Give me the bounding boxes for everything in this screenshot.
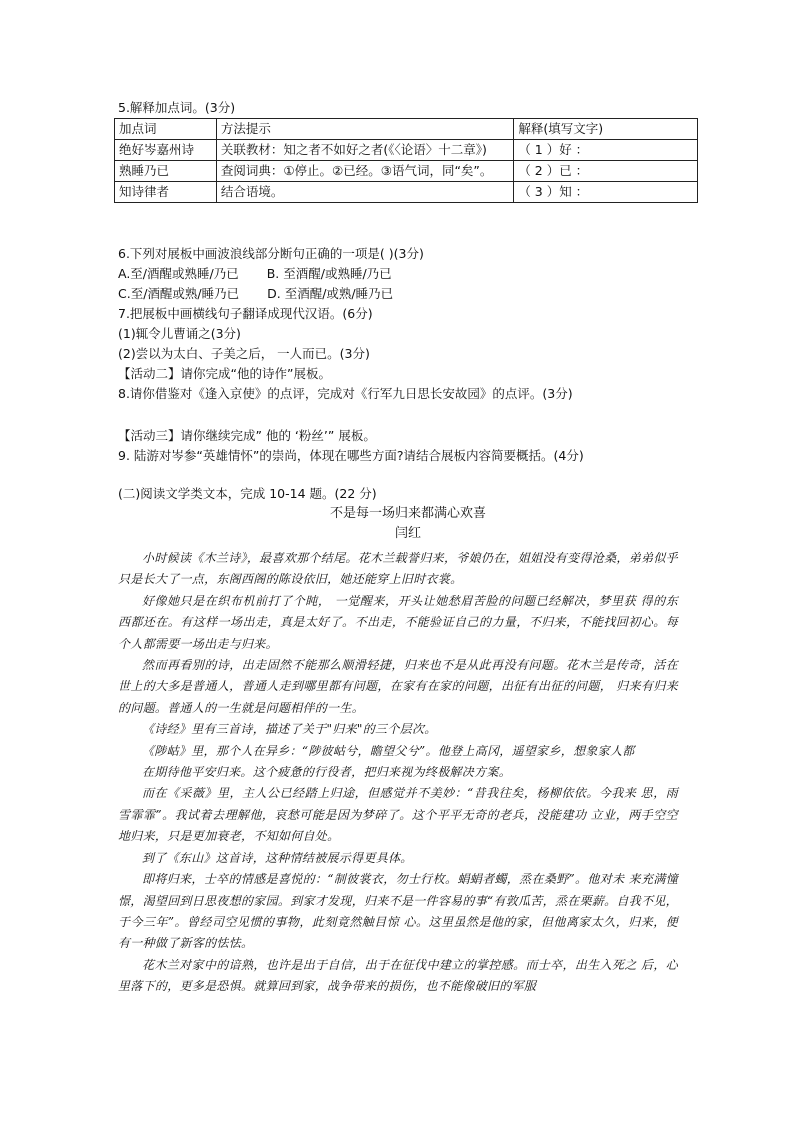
q6-options-ab <box>118 264 698 284</box>
story-body <box>118 548 678 998</box>
table-header: 方法提示 <box>216 119 513 140</box>
q7-sentence-2: (2)尝以为太白、子美之后， 一人而已。(3分) <box>118 346 370 361</box>
table-cell-word: 绝好岑嘉州诗 <box>115 140 217 161</box>
table-header: 解释(填写文字) <box>514 119 698 140</box>
q6-option-c: C.至/酒醒或熟/睡乃已 <box>118 286 240 301</box>
table-cell-word: 知诗律者 <box>115 182 217 203</box>
story-paragraph: 好像她只是在织布机前打了个盹， 一觉醒来，开头让她愁眉苦脸的问题已经解决，梦里获 得的东西都还在。有这样一场出走，真是太好了。不出走，不能验证自己的力量，不归来，不能找回初心。每个人都需要一场出走与归来。 <box>118 593 678 651</box>
table-cell-hint: 关联教材：知之者不如好之者(《〈论语〉十二章》) <box>216 140 513 161</box>
story-paragraph: 《陟岵》里，那个人在异乡：“陟彼岵兮，瞻望父兮”。他登上高冈，遥望家乡，想象家人都 <box>142 743 635 758</box>
story-title: 不是每一场归来都满心欢喜 <box>329 506 486 521</box>
q7-sentence-1: (1)辄令儿曹诵之(3分) <box>118 326 241 341</box>
table-header: 加点词 <box>115 119 217 140</box>
table-header-row <box>115 119 698 140</box>
q9-text: 9. 陆游对岑参“英雄情怀”的崇尚，体现在哪些方面?请结合展板内容简要概括。(4分) <box>118 448 584 463</box>
story-paragraph: 到了《东山》这首诗，这种情结被展示得更具体。 <box>142 850 413 865</box>
story-paragraph: 然而再看别的诗，出走固然不能那么顺滑轻捷，归来也不是从此再没有问题。花木兰是传奇，活在世上的大多是普通人，普通人走到哪里都有问题，在家有在家的问题，出征有出征的问题， 归来有归来的问题。普通人的一生就是问题相伴的一生。 <box>118 658 678 715</box>
story-author: 闫红 <box>394 526 421 541</box>
q6-title: 6.下列对展板中画波浪线部分断句正确的一项是( )(3分) <box>118 246 424 261</box>
explanation-table <box>114 118 698 203</box>
q6-option-d: D. 至酒醒/或熟/睡乃已 <box>267 286 394 301</box>
table-row <box>115 161 698 182</box>
questions-block <box>118 244 698 544</box>
table-cell-hint: 结合语境。 <box>216 182 513 203</box>
table-cell-answer: （ 2 ）已 ： <box>514 161 698 182</box>
q6-options-cd <box>118 284 698 304</box>
table-cell-word: 熟睡乃已 <box>115 161 217 182</box>
activity-3: 【活动三】请你继续完成” 他的 ‘粉丝’” 展板。 <box>118 428 376 443</box>
section-2-heading: (二)阅读文学类文本，完成 10-14 题。(22 分) <box>118 486 377 501</box>
q5-title: 5.解释加点词。(3分) <box>118 100 236 115</box>
q8-text: 8.请你借鉴对《逢入京使》的点评，完成对《行军九日思长安故园》的点评。(3分) <box>118 386 573 401</box>
story-paragraph: 小时候读《木兰诗》，最喜欢那个结尾。花木兰载誉归来，爷娘仍在，姐姐没有变得沧桑，弟弟似乎只是长大了一点，东阁西阁的陈设依旧，她还能穿上旧时衣裳。 <box>118 551 678 587</box>
table-cell-answer: （ 1 ）好 ： <box>514 140 698 161</box>
story-paragraph: 《诗经》里有三首诗，描述了关于"归来"的三个层次。 <box>142 722 437 737</box>
story-paragraph: 在期待他平安归来。这个疲惫的行役者，把归来视为终极解决方案。 <box>142 765 512 780</box>
table-row <box>115 182 698 203</box>
activity-2: 【活动二】请你完成“他的诗作”展板。 <box>118 366 331 381</box>
story-paragraph: 即将归来，士卒的情感是喜悦的：“制彼裳衣，勿士行枚。蜎蜎者蠋，烝在桑野”。他对未 来充满憧憬，渴望回到日思夜想的家园。到家才发现，归来不是一件容易的事“有敦瓜苦，烝在栗薪。自我不见，于今三年”。曾经司空见惯的事物，此刻竟然触目惊 心。这里虽然是他的家，但他离家太久，归来，便有一种做了新客的怯怯。 <box>118 872 678 951</box>
table-cell-hint: 查阅词典：①停止。②已经。③语气词，同“矣”。 <box>216 161 513 182</box>
story-paragraph: 而在《采薇》里，主人公已经踏上归途，但感觉并不美妙：“昔我往矣，杨柳依依。今我来 思，雨雪霏霏”。我试着去理解他，哀愁可能是因为梦碎了。这个平平无奇的老兵，没能建功 立业，两手空空地归来，只是更加衰老，不知如何自处。 <box>118 786 678 844</box>
table-row <box>115 140 698 161</box>
q7-title: 7.把展板中画横线句子翻译成现代汉语。(6分) <box>118 306 373 321</box>
story-paragraph: 花木兰对家中的谙熟，也许是出于自信，出于在征伐中建立的掌控感。而士卒，出生入死之 后，心里落下的，更多是恐惧。就算回到家，战争带来的损伤，也不能像破旧的军服 <box>118 957 678 994</box>
q6-option-a: A.至/酒醒或熟睡/乃已 <box>118 266 239 281</box>
q6-option-b: B. 至酒醒/或熟睡/乃已 <box>266 266 392 281</box>
table-cell-answer: （ 3 ）知 ： <box>514 182 698 203</box>
